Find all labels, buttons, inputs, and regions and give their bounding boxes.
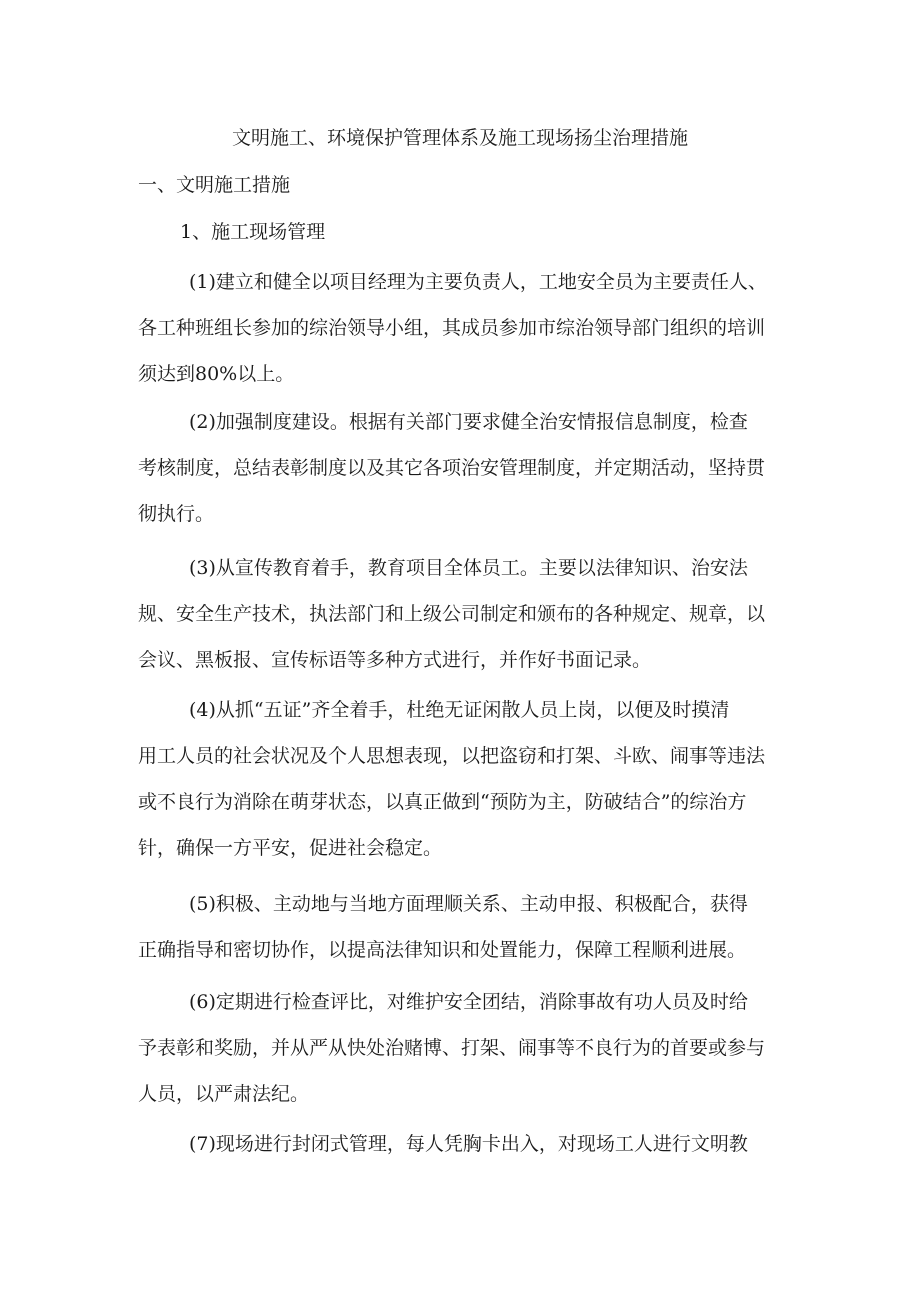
paragraph-line: 予表彰和奖励，并从严从快处治赌博、打架、闹事等不良行为的首要或参与: [138, 1037, 766, 1059]
paragraph-line: (4)从抓“五证”齐全着手，杜绝无证闲散人员上岗，以便及时摸清: [189, 699, 730, 721]
paragraph-6: [138, 979, 793, 1117]
paragraph-line: 用工人员的社会状况及个人思想表现，以把盗窃和打架、斗欧、闹事等违法: [138, 745, 766, 767]
paragraph-line: 考核制度，总结表彰制度以及其它各项治安管理制度，并定期活动，坚持贯: [138, 457, 766, 479]
paragraph-line: 各工种班组长参加的综治领导小组，其成员参加市综治领导部门组织的培训: [138, 317, 766, 339]
paragraph-4: [138, 687, 793, 871]
sub-heading: 1、施工现场管理: [180, 221, 326, 243]
paragraph-line: (6)定期进行检查评比，对维护安全团结，消除事故有功人员及时给: [189, 991, 748, 1013]
paragraph-line: (1)建立和健全以项目经理为主要负责人，工地安全员为主要责任人、: [189, 271, 767, 293]
paragraph-3: [138, 545, 793, 683]
paragraph-line: (5)积极、主动地与当地方面理顺关系、主动申报、积极配合，获得: [189, 893, 748, 915]
paragraph-line: 人员，以严肃法纪。: [138, 1083, 310, 1105]
paragraph-5: [138, 881, 793, 973]
section-heading: 一、文明施工措施: [138, 174, 291, 196]
paragraph-line: 会议、黑板报、宣传标语等多种方式进行，并作好书面记录。: [138, 649, 652, 671]
paragraph-7: [138, 1121, 793, 1167]
paragraph-line: 针，确保一方平安，促进社会稳定。: [138, 837, 443, 859]
document-title: 文明施工、环境保护管理体系及施工现场扬尘治理措施: [231, 127, 688, 149]
paragraph-line: 彻执行。: [138, 503, 215, 525]
paragraph-line: (2)加强制度建设。根据有关部门要求健全治安情报信息制度，检查: [189, 411, 748, 433]
paragraph-line: 规、安全生产技术，执法部门和上级公司制定和颁布的各种规定、规章，以: [138, 603, 766, 625]
paragraph-line: 正确指导和密切协作，以提高法律知识和处置能力，保障工程顺利进展。: [138, 939, 747, 961]
paragraph-2: [138, 399, 793, 537]
paragraph-line: (7)现场进行封闭式管理，每人凭胸卡出入，对现场工人进行文明教: [189, 1133, 748, 1155]
paragraph-line: 须达到80%以上。: [138, 363, 295, 385]
paragraph-1: [138, 259, 793, 397]
paragraph-line: (3)从宣传教育着手，教育项目全体员工。主要以法律知识、治安法: [189, 557, 748, 579]
paragraph-line: 或不良行为消除在萌芽状态，以真正做到“预防为主，防破结合”的综治方: [138, 791, 747, 813]
